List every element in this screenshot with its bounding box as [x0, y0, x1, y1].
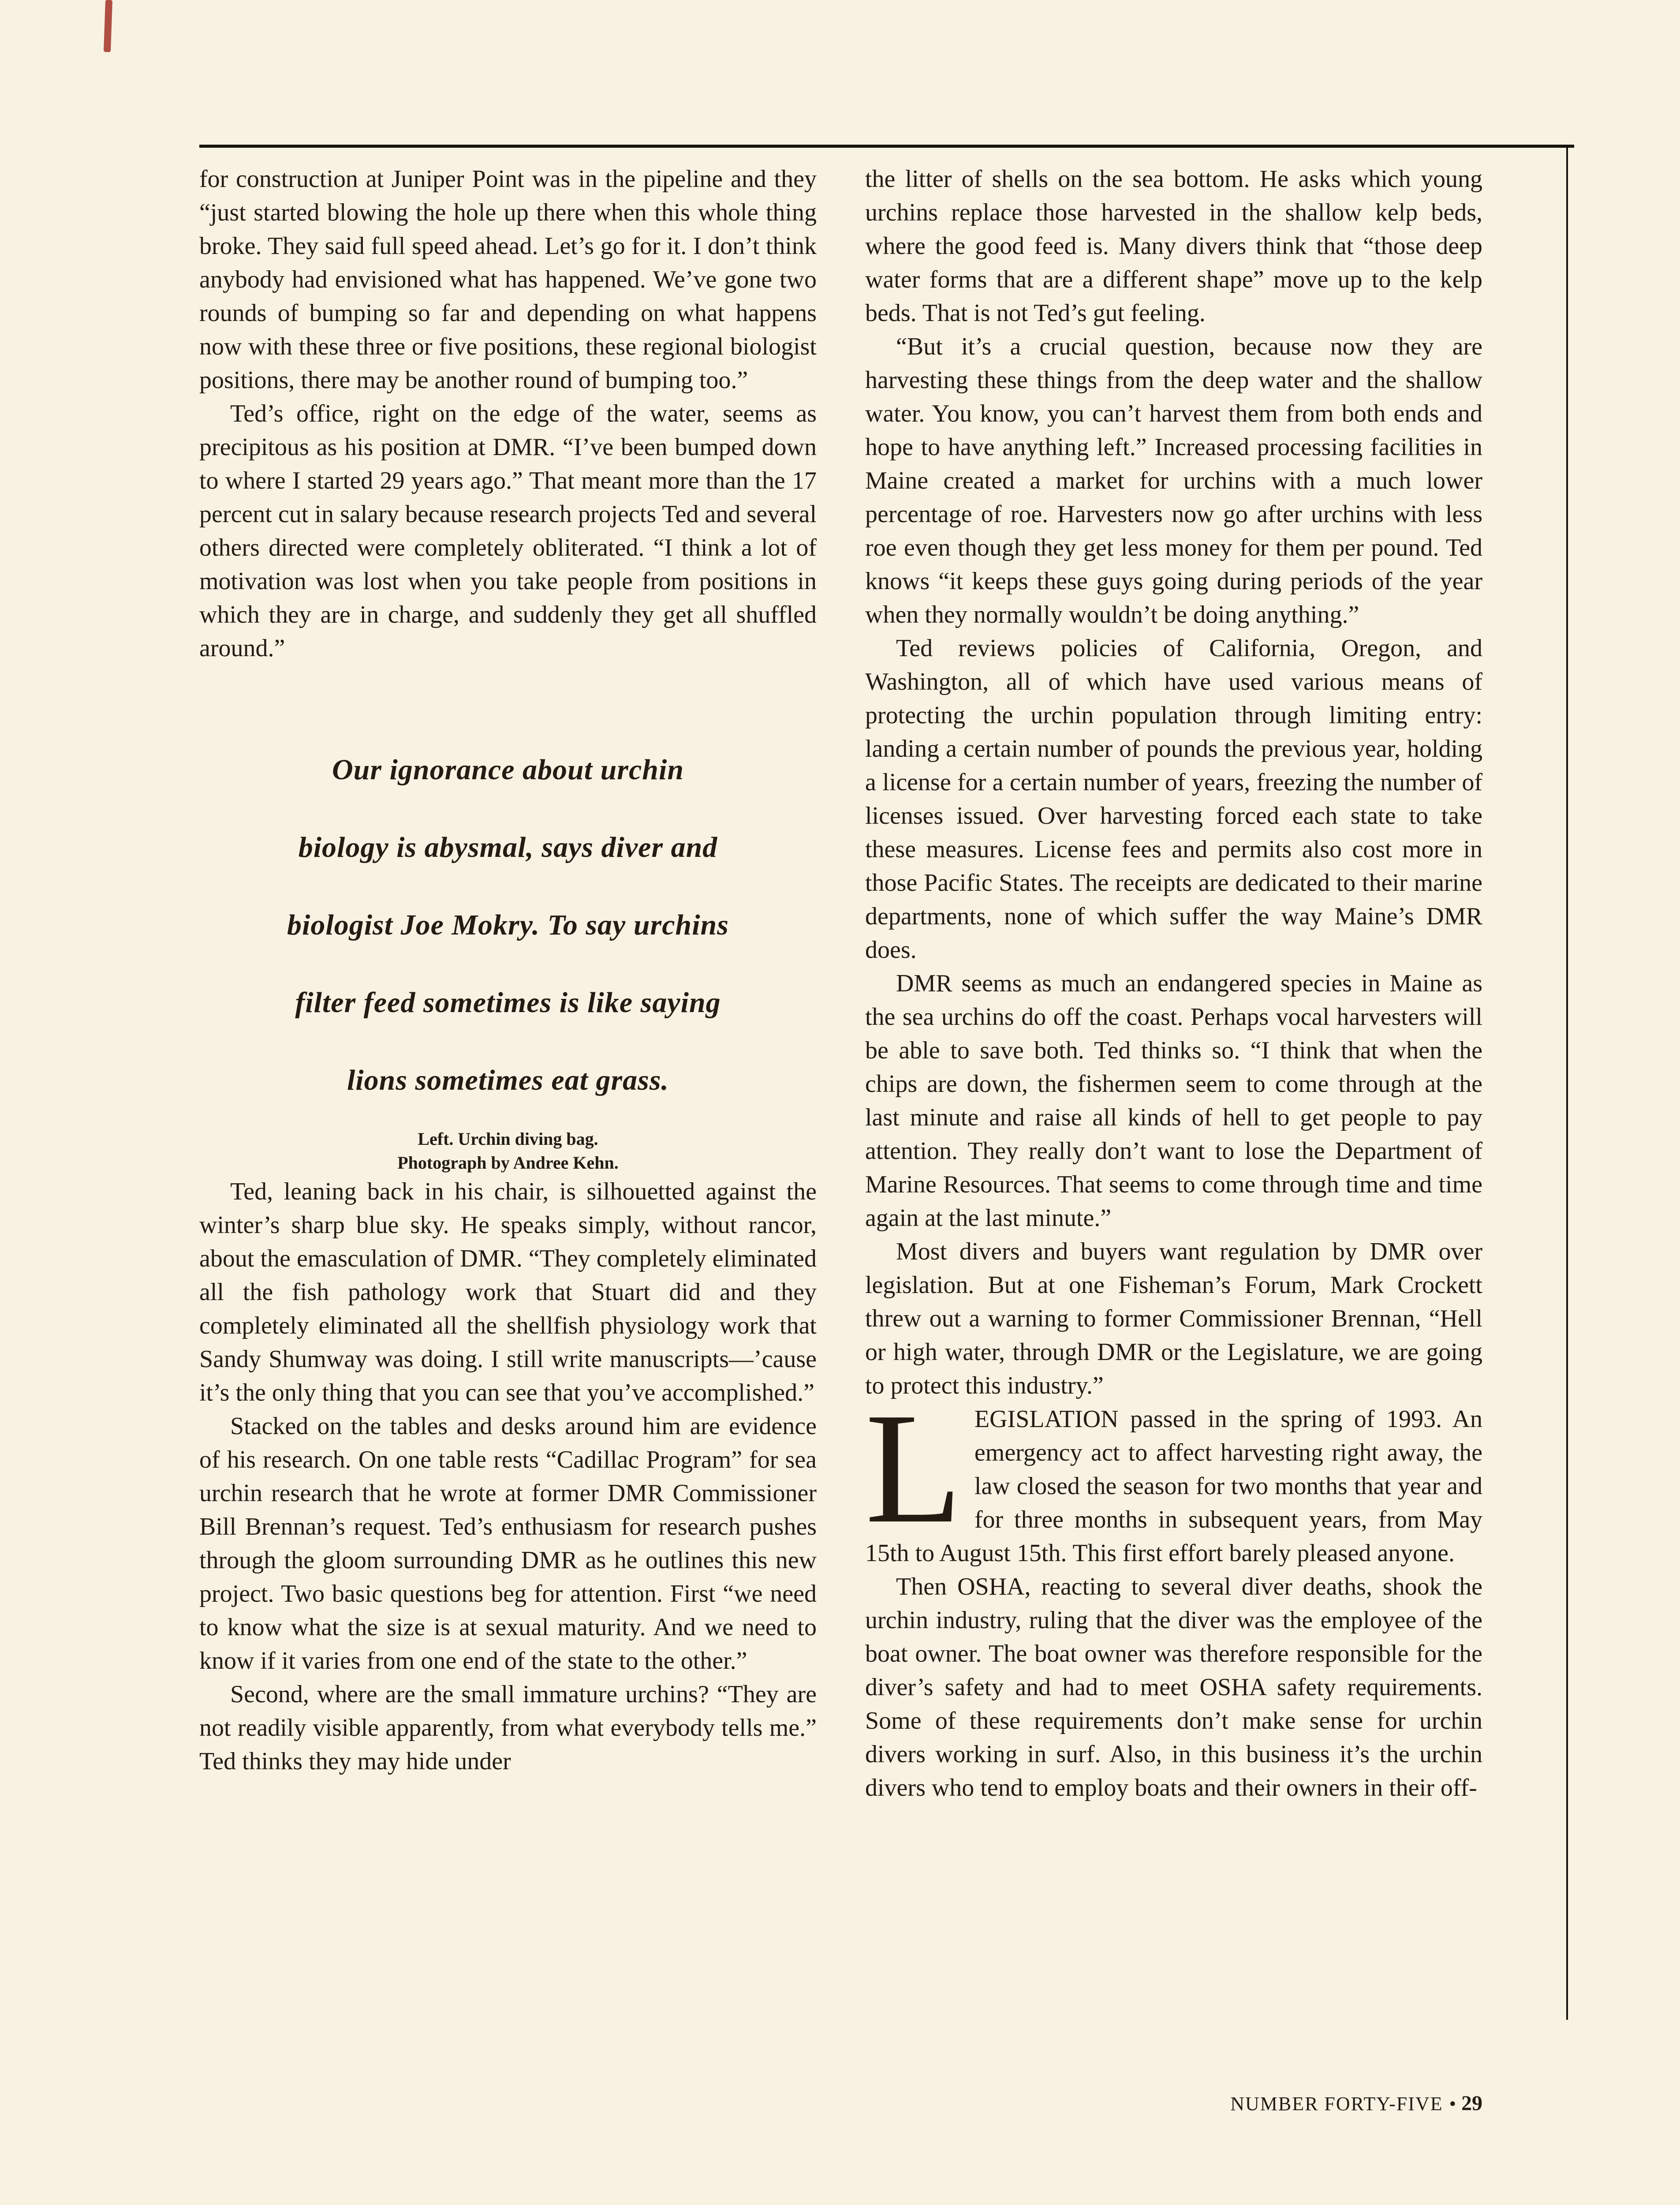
left-column: [199, 162, 817, 1778]
top-rule: [199, 145, 1574, 148]
right-vertical-rule: [1566, 145, 1568, 2020]
page-footer: [1230, 2091, 1482, 2115]
right-column: [865, 162, 1482, 1805]
footer-bullet: •: [1449, 2093, 1457, 2115]
paragraph: Ted, leaning back in his chair, is silhouetted against the winter’s sharp blue sky. He speaks simply, without rancor, about the emasculation of DMR. “They completely eliminated all the fish pathology work that Stuart did and they completely eliminated all the shellfish physiology work that Sandy Shumway was doing. I still write manuscripts—’cause it’s the only thing that you can see that you’ve accomplished.”: [199, 1178, 817, 1406]
paragraph: Then OSHA, reacting to several diver deaths, shook the urchin industry, ruling that the diver was the employee of the boat owner. The boat owner was therefore responsible for the diver’s safety and had to meet OSHA safety requirements. Some of these requirements don’t make sense for urchin divers working in surf. Also, in this business it’s the urchin divers who tend to employ boats and their owners in their off-: [865, 1573, 1482, 1801]
page-number: 29: [1461, 2092, 1482, 2115]
legislation-paragraph: [865, 1380, 1482, 1570]
photo-caption: [199, 1127, 817, 1175]
pull-quote-line: biology is abysmal, says diver and: [298, 831, 718, 863]
red-scan-mark: [104, 0, 112, 52]
photo-caption-line: Left. Urchin diving bag.: [418, 1129, 598, 1149]
paragraph: DMR seems as much an endangered species in Maine as the sea urchins do off the coast. Perhaps vocal harvesters will be able to save both. Ted thinks so. “I think that when the chips are down, the fishermen seem to come through at the last minute and raise all kinds of hell to get people to pay attention. They really don’t want to lose the Department of Marine Resources. That seems to come through time and time again at the last minute.”: [865, 970, 1482, 1232]
paragraph: for construction at Juniper Point was in the pipeline and they “just started blowing the hole up there when this whole thing broke. They said full speed ahead. Let’s go for it. I don’t think anybody had envisioned what has happened. We’ve gone two rounds of bumping so far and depending on what happens now with these three or five positions, these regional biologist positions, there may be another round of bumping too.”: [199, 165, 817, 394]
paragraph: “But it’s a crucial question, because now they are harvesting these things from the deep water and the shallow water. You know, you can’t harvest them from both ends and hope to have anything left.” Increased processing facilities in Maine created a market for urchins with a much lower percentage of roe. Harvesters now go after urchins with less roe even though they get less money for them per pound. Ted knows “it keeps these guys going during periods of the year when they normally wouldn’t be doing anything.”: [865, 333, 1482, 628]
paragraph: Second, where are the small immature urchins? “They are not readily visible apparently, from what everybody tells me.” Ted thinks they may hide under: [199, 1681, 817, 1775]
drop-cap-L: L: [865, 1380, 962, 1556]
paragraph: Ted reviews policies of California, Oregon, and Washington, all of which have used various means of protecting the urchin population through limiting entry: landing a certain number of pounds the previous year, holding a license for a certain number of years, freezing the number of licenses issued. Over harvesting forced each state to take these measures. License fees and permits also cost more in those Pacific States. The receipts are dedicated to their marine departments, none of which suffer the way Maine’s DMR does.: [865, 635, 1482, 964]
journal-issue-label: NUMBER FORTY-FIVE: [1230, 2093, 1443, 2115]
legislation-text: EGISLATION passed in the spring of 1993. An emergency act to affect harvesting right away, the law closed the season for two months that year and for three months in subsequent years, from May 15th to August 15th. This first effort barely pleased anyone.: [865, 1405, 1482, 1567]
pull-quote-line: biologist Joe Mokry. To say urchins: [287, 909, 729, 941]
paragraph: Most divers and buyers want regulation by DMR over legislation. But at one Fisheman’s Forum, Mark Crockett threw out a warning to former Commissioner Brennan, “Hell or high water, through DMR or the Legislature, we are going to protect this industry.”: [865, 1238, 1482, 1399]
pull-quote-line: Our ignorance about urchin: [332, 754, 684, 786]
pull-quote: [199, 731, 817, 1119]
photo-caption-credit: Photograph by Andree Kehn.: [397, 1153, 619, 1173]
paragraph: Ted’s office, right on the edge of the water, seems as precipitous as his position at DMR. “I’ve been bumped down to where I started 29 years ago.” That meant more than the 17 percent cut in salary because research projects Ted and several others directed were completely obliterated. “I think a lot of motivation was lost when you take people from positions in which they are in charge, and suddenly they get all shuffled around.”: [199, 400, 817, 662]
paragraph: Stacked on the tables and desks around him are evidence of his research. On one table rests “Cadillac Program” for sea urchin research that he wrote at former DMR Commissioner Bill Brennan’s request. Ted’s enthusiasm for research pushes through the gloom surrounding DMR as he outlines this new project. Two basic questions beg for attention. First “we need to know what the size is at sexual maturity. And we need to know if it varies from one end of the state to the other.”: [199, 1413, 817, 1674]
paragraph: the litter of shells on the sea bottom. He asks which young urchins replace those harvested in the shallow kelp beds, where the good feed is. Many divers think that “those deep water forms that are a different shape” move up to the kelp beds. That is not Ted’s gut feeling.: [865, 165, 1482, 327]
pull-quote-line: lions sometimes eat grass.: [347, 1064, 669, 1096]
pull-quote-line: filter feed sometimes is like saying: [295, 987, 721, 1019]
